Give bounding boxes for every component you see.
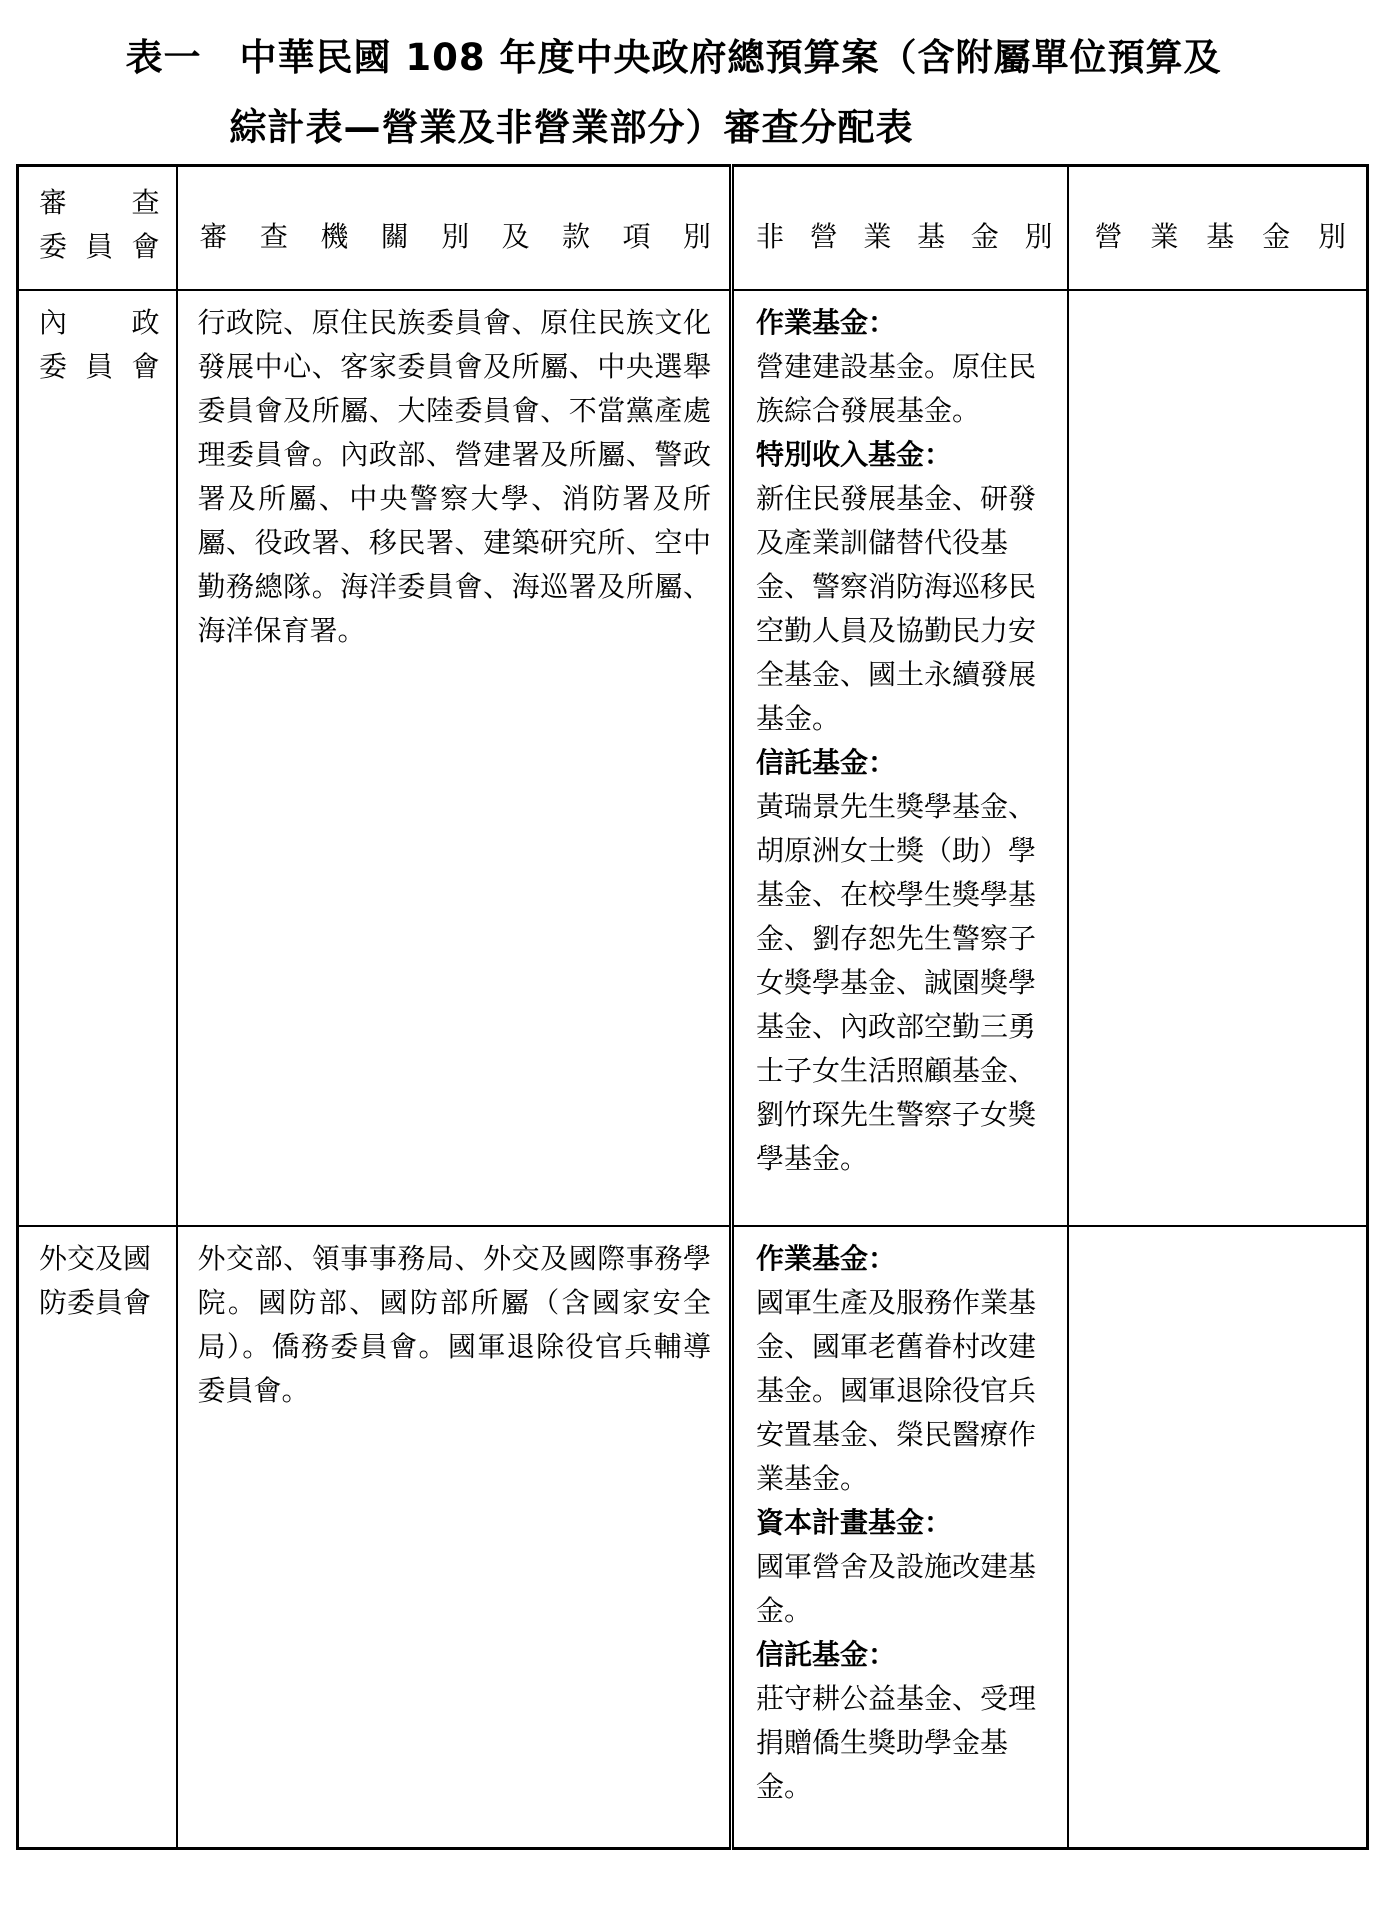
header-business-label xyxy=(1069,215,1367,255)
header-char: 營 xyxy=(1094,220,1123,253)
committee-char: 委 xyxy=(39,350,68,383)
table-row xyxy=(18,290,1368,1226)
business-funds-cell xyxy=(1068,290,1368,1226)
committee-char: 政 xyxy=(131,306,160,339)
header-char: 項 xyxy=(622,220,651,253)
header-committee-char: 會 xyxy=(131,230,160,263)
header-char: 款 xyxy=(562,220,591,253)
table-row xyxy=(18,1226,1368,1849)
header-committee xyxy=(18,166,177,291)
header-char: 審 xyxy=(199,220,228,253)
agencies-cell xyxy=(177,1226,732,1849)
header-char: 金 xyxy=(1262,220,1291,253)
fund-category: 信託基金： xyxy=(756,746,897,779)
header-char: 業 xyxy=(1150,220,1179,253)
fund-items: 黃瑞景先生獎學基金、胡原洲女士獎（助）學基金、在校學生獎學基金、劉存恕先生警察子女獎學基金、誠園獎學基金、內政部空勤三勇士子女生活照顧基金、劉竹琛先生警察子女獎學基金。 xyxy=(756,790,1037,1175)
fund-items: 莊守耕公益基金、受理捐贈僑生獎助學金基金。 xyxy=(756,1682,1037,1803)
fund-category: 信託基金： xyxy=(756,1638,897,1671)
header-char: 別 xyxy=(441,220,470,253)
fund-category: 作業基金： xyxy=(756,306,897,339)
header-agency xyxy=(177,166,732,291)
header-committee-char: 查 xyxy=(131,186,160,219)
header-char: 基 xyxy=(917,220,946,253)
agencies-text: 外交部、領事事務局、外交及國際事務學院。國防部、國防部所屬（含國家安全局）。僑務委員會。國軍退除役官兵輔導委員會。 xyxy=(197,1242,711,1407)
document-title-line2: 綜計表—營業及非營業部分）審查分配表 xyxy=(229,106,914,149)
fund-category: 特別收入基金： xyxy=(756,438,953,471)
header-char: 關 xyxy=(380,220,409,253)
header-non-business-fund xyxy=(732,166,1068,291)
agencies-cell xyxy=(177,290,732,1226)
header-agency-label xyxy=(178,215,730,255)
fund-category: 資本計畫基金： xyxy=(756,1506,953,1539)
business-funds-text xyxy=(1069,291,1367,301)
review-allocation-table xyxy=(16,164,1369,1850)
header-char: 及 xyxy=(501,220,530,253)
agencies-text: 行政院、原住民族委員會、原住民族文化發展中心、客家委員會及所屬、中央選舉委員會及所屬、大陸委員會、不當黨產處理委員會。內政部、營建署及所屬、警政署及所屬、中央警察大學、消防署及所屬、役政署、移民署、建築研究所、空中勤務總隊。海洋委員會、海巡署及所屬、海洋保育署。 xyxy=(197,306,711,647)
header-char: 別 xyxy=(1317,220,1346,253)
committee-char: 員 xyxy=(85,350,114,383)
header-char: 非 xyxy=(756,220,785,253)
header-business-fund xyxy=(1068,166,1368,291)
header-char: 查 xyxy=(259,220,288,253)
header-char: 業 xyxy=(863,220,892,253)
document-title-line1: 表一 中華民國 108 年度中央政府總預算案（含附屬單位預算及 xyxy=(125,36,1222,79)
committee-line: 外交及國 xyxy=(39,1242,152,1275)
committee-cell xyxy=(18,290,177,1226)
table-header-row xyxy=(18,166,1368,291)
fund-items: 新住民發展基金、研發及產業訓儲替代役基金、警察消防海巡移民空勤人員及協勤民力安全基金、國土永續發展基金。 xyxy=(756,482,1037,735)
header-char: 機 xyxy=(320,220,349,253)
committee-line: 防委員會 xyxy=(39,1286,152,1319)
committee-cell xyxy=(18,1226,177,1849)
fund-items: 營建建設基金。原住民族綜合發展基金。 xyxy=(756,350,1037,427)
fund-items: 國軍生產及服務作業基金、國軍老舊眷村改建基金。國軍退除役官兵安置基金、榮民醫療作業基金。 xyxy=(756,1286,1037,1495)
header-committee-char: 委 xyxy=(39,230,68,263)
header-char: 別 xyxy=(1024,220,1053,253)
business-funds-cell xyxy=(1068,1226,1368,1849)
fund-items: 國軍營舍及設施改建基金。 xyxy=(756,1550,1037,1627)
committee-char: 會 xyxy=(131,350,160,383)
business-funds-text xyxy=(1069,1227,1367,1237)
committee-char: 內 xyxy=(39,306,68,339)
header-committee-char: 員 xyxy=(85,230,114,263)
header-char: 營 xyxy=(809,220,838,253)
header-committee-char: 審 xyxy=(39,186,68,219)
header-char: 基 xyxy=(1206,220,1235,253)
header-char: 別 xyxy=(682,220,711,253)
non-business-funds-cell xyxy=(732,290,1068,1226)
header-char: 金 xyxy=(970,220,999,253)
fund-category: 作業基金： xyxy=(756,1242,897,1275)
non-business-funds-cell xyxy=(732,1226,1068,1849)
header-non-business-label xyxy=(734,215,1067,255)
